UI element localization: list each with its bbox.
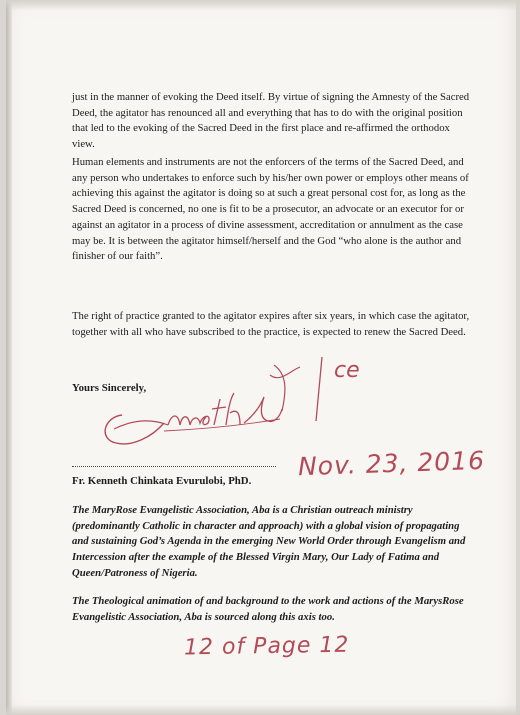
page-bottom-edge xyxy=(6,705,520,715)
paragraph-enforcement: Human elements and instruments are not the enforcers of the terms of the Sacred Deed, and any person who undertakes to enforce such by his/her own power or employs other means of achieving this against the agitator is doing so at such a great personal cost for, as long as the Sacred Deed is concerned, no one is fit to be a prosecutor, an advocate or an executor for or against an agitator in a process of divine assessment, accreditation or annulment as the case may be. It is between the agitator himself/herself and the God “who alone is the author and finisher of our faith”. xyxy=(72,156,469,263)
page-left-edge xyxy=(6,0,12,715)
theological-note: The Theological animation of and background to the work and actions of the MarysRose Evangelistic Association, Aba is sourced along this axis too. xyxy=(72,595,464,623)
closing-salutation: Yours Sincerely, xyxy=(72,382,147,394)
handwritten-page-note: 12 of Page 12 xyxy=(183,632,350,661)
signature-line xyxy=(72,466,276,467)
association-description: The MaryRose Evangelistic Association, Aba is a Christian outreach ministry (predominantly Catholic in character and approach) with a global vision of propagating and sustaining God’s Agenda in the emerging New World Order through Evangelism and Intercession after the example of the Blessed Virgin Mary, Our Lady of Fatima and Queen/Patroness of Nigeria. xyxy=(72,504,466,579)
signer-name: Fr. Kenneth Chinkata Evurulobi, PhD. xyxy=(72,475,252,487)
paragraph-right-of-practice: The right of practice granted to the agitator expires after six years, in which case the agitator, together with all who have subscribed to the practice, is expected to renew the Sacred Deed. xyxy=(72,310,470,338)
paragraph-deed-evoking: just in the manner of evoking the Deed itself. By virtue of signing the Amnesty of the Sacred Deed, the agitator has renounced all and everything that has to do with the original position that led to the evoking of the Sacred Deed in the first place and re-affirmed the orthodox view. xyxy=(72,91,470,151)
handwritten-signature xyxy=(94,353,394,463)
signature-initials: ce xyxy=(334,358,360,383)
page-top-edge xyxy=(6,0,520,10)
handwritten-date: Nov. 23, 2016 xyxy=(297,445,486,482)
